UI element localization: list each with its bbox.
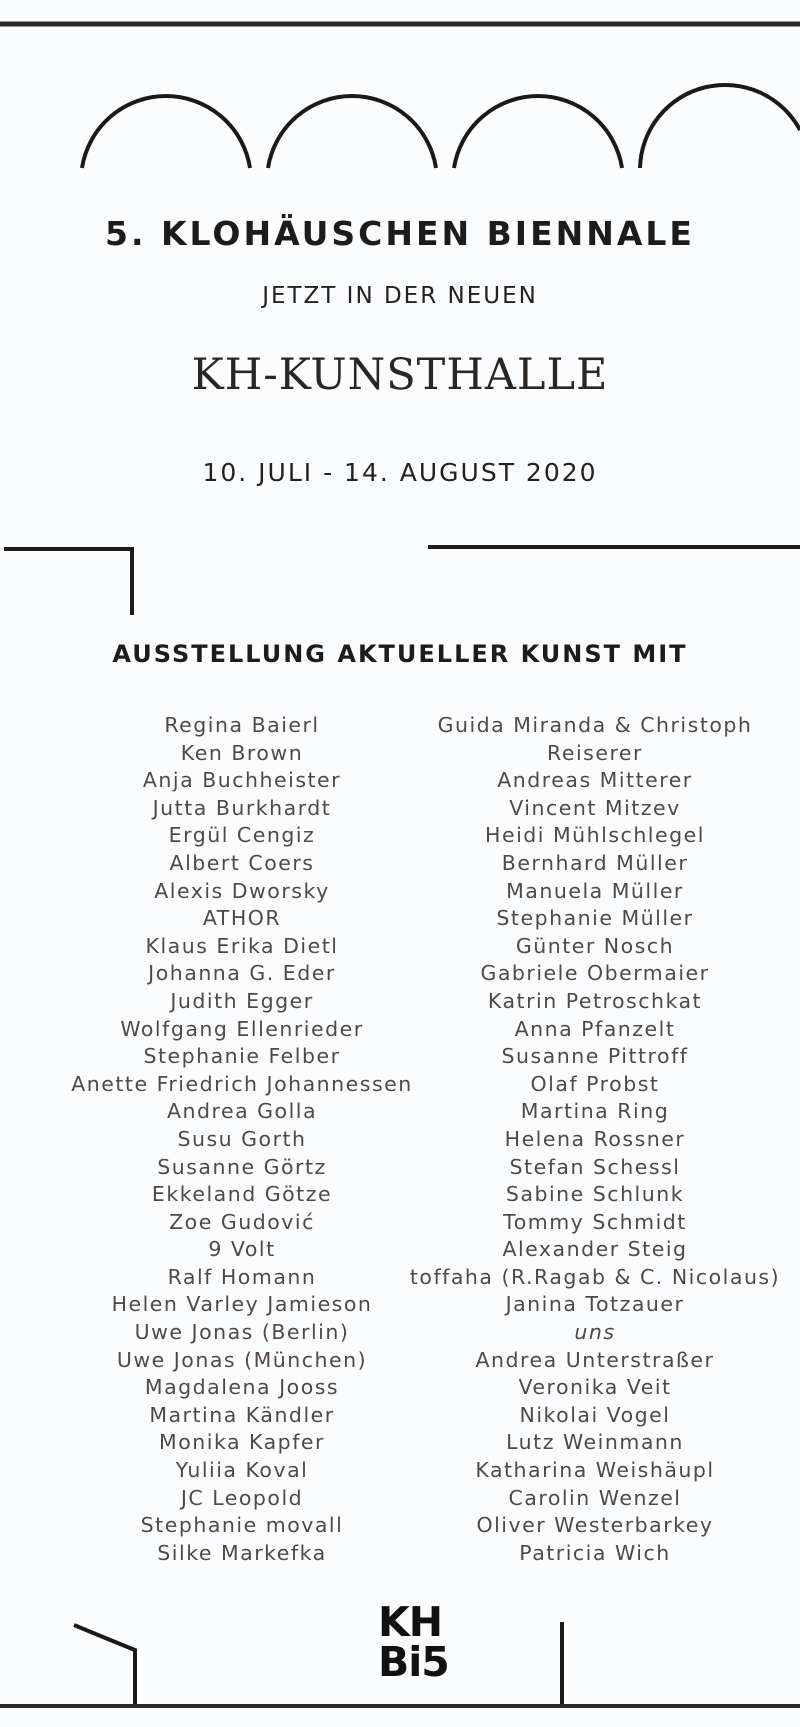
artist-name: Martina Ring — [520, 1099, 670, 1124]
artist-name: Stefan Schessl — [509, 1154, 681, 1179]
artist-name: Andrea Unterstraßer — [475, 1347, 715, 1372]
artist-name: Janina Totzauer — [505, 1292, 685, 1317]
artist-name: Uwe Jonas (München) — [116, 1347, 368, 1372]
artist-name: Magdalena Jooss — [144, 1375, 340, 1400]
khbi5-logo — [378, 1598, 458, 1686]
artist-name: uns — [574, 1320, 616, 1345]
artist-name: Susanne Görtz — [157, 1154, 327, 1179]
artist-name: Tommy Schmidt — [503, 1209, 687, 1234]
artist-name: toffaha (R.Ragab & C. Nicolaus) — [409, 1264, 781, 1289]
artist-name: Carolin Wenzel — [508, 1485, 682, 1510]
artist-name: Ergül Cengiz — [168, 823, 316, 848]
artist-name: Helena Rossner — [504, 1126, 686, 1151]
artist-name: Stephanie movall — [140, 1513, 344, 1538]
artist-name: Yuliia Koval — [175, 1458, 309, 1483]
artist-name: Jutta Burkhardt — [152, 795, 332, 820]
artist-name: JC Leopold — [180, 1485, 304, 1510]
artist-name: Silke Markefka — [157, 1540, 327, 1565]
logo-line-1: KH — [378, 1598, 443, 1646]
artist-name: Veronika Veit — [518, 1375, 672, 1400]
artist-name: Andreas Mitterer — [497, 768, 693, 793]
artist-name: Katrin Petroschkat — [487, 988, 703, 1013]
artist-name: Martina Kändler — [149, 1402, 335, 1427]
artist-name: Stephanie Müller — [496, 906, 694, 931]
artist-name: Nikolai Vogel — [519, 1402, 671, 1427]
artist-name: Susanne Pittroff — [501, 1044, 689, 1069]
artist-name: Patricia Wich — [519, 1540, 671, 1565]
artist-name: Helen Varley Jamieson — [111, 1292, 373, 1317]
artist-list-right — [400, 712, 790, 1567]
logo-line-2: Bi5 — [378, 1638, 449, 1686]
artist-name: Klaus Erika Dietl — [145, 933, 339, 958]
artist-name: Wolfgang Ellenrieder — [120, 1016, 364, 1041]
artist-list-left — [62, 712, 422, 1567]
artist-name: Anna Pfanzelt — [514, 1016, 676, 1041]
artist-name: Anette Friedrich Johannessen — [71, 1071, 413, 1096]
artist-name: Oliver Westerbarkey — [476, 1513, 714, 1538]
artist-name: Reiserer — [547, 740, 643, 765]
arch-2 — [268, 96, 436, 168]
artist-name: Sabine Schlunk — [505, 1182, 685, 1207]
artist-name: Susu Gorth — [177, 1126, 307, 1151]
artist-name: Judith Egger — [170, 988, 314, 1013]
artist-name: Manuela Müller — [506, 878, 684, 903]
artist-name: Albert Coers — [169, 850, 315, 875]
artist-name: Alexis Dworsky — [154, 878, 330, 903]
artist-name: Ralf Homann — [167, 1264, 317, 1289]
artist-name: Gabriele Obermaier — [480, 961, 710, 986]
artist-name: Olaf Probst — [530, 1071, 660, 1096]
exhibition-dates: 10. JULI - 14. AUGUST 2020 — [202, 458, 598, 487]
artist-name: Zoe Gudović — [169, 1209, 315, 1234]
arch-4 — [640, 85, 800, 168]
artist-name: Ken Brown — [180, 740, 304, 765]
artist-name: Ekkeland Götze — [151, 1182, 333, 1207]
corner-bracket-left — [4, 549, 132, 615]
artist-name: Uwe Jonas (Berlin) — [134, 1320, 350, 1345]
artist-name: 9 Volt — [208, 1237, 276, 1262]
artist-name: Alexander Steig — [502, 1237, 688, 1262]
artist-name: Johanna G. Eder — [148, 961, 336, 986]
section-heading: AUSSTELLUNG AKTUELLER KUNST MIT — [112, 640, 688, 668]
artist-name: Anja Buchheister — [142, 768, 342, 793]
door-hook-left — [74, 1625, 135, 1705]
artist-name: Vincent Mitzev — [509, 795, 681, 820]
biennale-title: 5. KLOHÄUSCHEN BIENNALE — [105, 214, 695, 253]
subtitle: JETZT IN DER NEUEN — [262, 283, 538, 309]
artist-name: Guida Miranda & Christoph — [437, 713, 753, 737]
artist-name: Andrea Golla — [166, 1099, 318, 1124]
venue-title: KH-KUNSTHALLE — [191, 350, 609, 400]
arch-3 — [454, 96, 622, 168]
artist-name: Lutz Weinmann — [506, 1430, 684, 1455]
arch-1 — [82, 96, 250, 168]
artist-name: Bernhard Müller — [501, 850, 689, 875]
artist-name: Monika Kapfer — [159, 1430, 325, 1455]
artist-name: Regina Baierl — [164, 713, 320, 737]
artist-name: Heidi Mühlschlegel — [485, 823, 705, 848]
artist-name: Katharina Weishäupl — [475, 1458, 715, 1483]
artist-name: ATHOR — [202, 906, 282, 931]
artist-name: Stephanie Felber — [143, 1044, 341, 1069]
artist-name: Günter Nosch — [515, 933, 675, 958]
